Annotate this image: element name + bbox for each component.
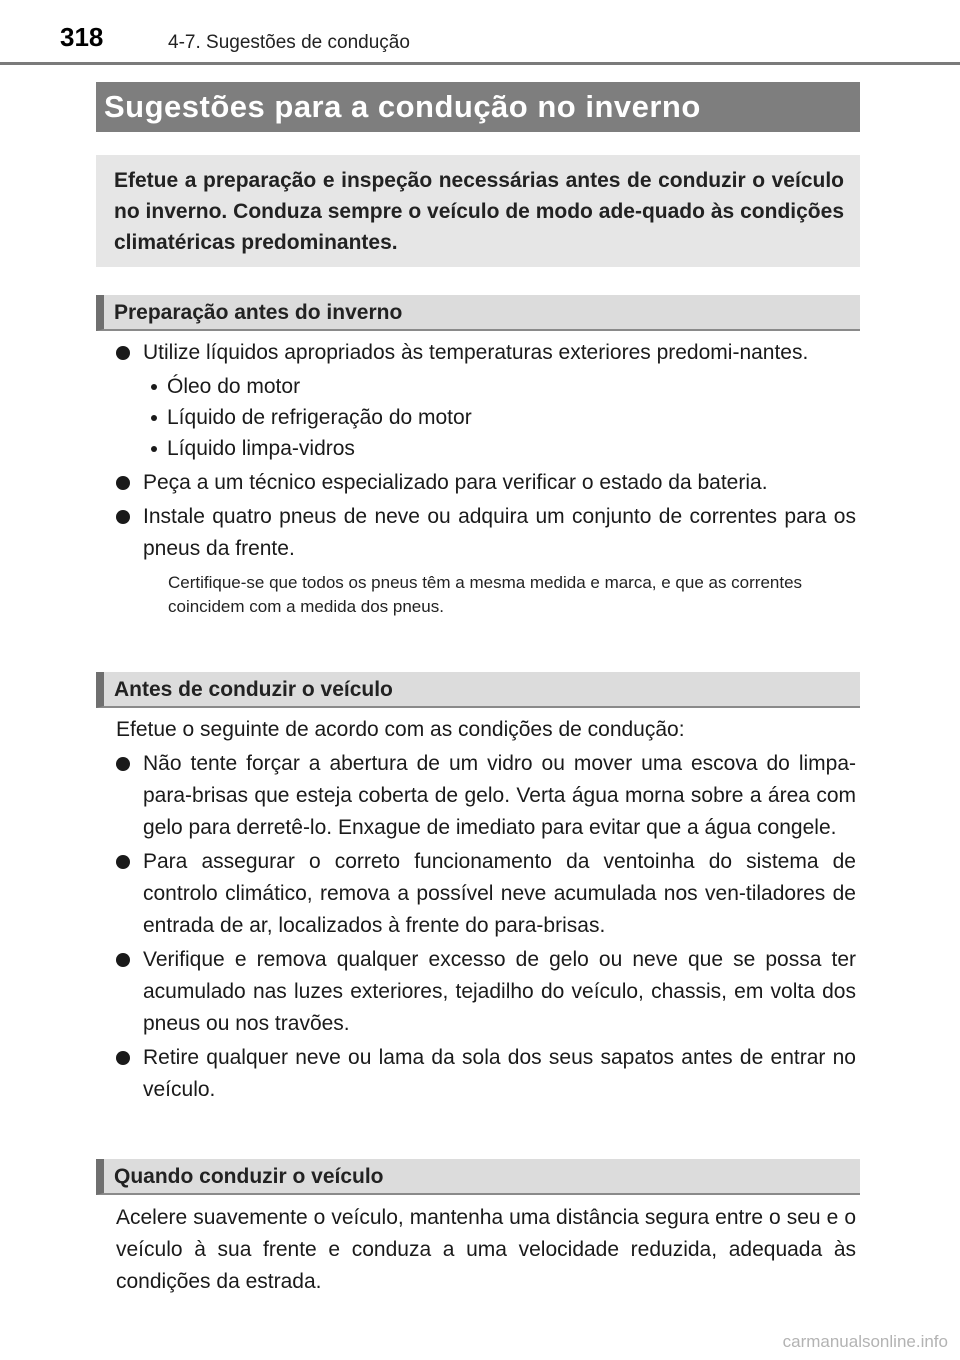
list-item [116, 1042, 856, 1106]
bullet-text: Não tente forçar a abertura de um vidro ou mover uma escova do limpa-para-brisas que esteja coberta de gelo. Verta água morna sobre a área com gelo para derretê-lo. Enxague de imediato para evitar que a água congele. [143, 752, 856, 839]
small-bullet-icon [151, 446, 157, 452]
list-item [116, 337, 856, 369]
intro-text: Efetue a preparação e inspeção necessárias antes de conduzir o veículo no inverno. Conduza sempre o veículo de modo ade-quado às condições climatéricas predominantes. [114, 169, 844, 254]
intro-box [96, 155, 860, 267]
bullet-text: Retire qualquer neve ou lama da sola dos seus sapatos antes de entrar no veículo. [143, 1046, 856, 1101]
list-item [145, 402, 856, 433]
bullet-text: Para assegurar o correto funcionamento da ventoinha do sistema de controlo climático, remova a possível neve acumulada nos ven-tiladores de entrada de ar, localizados à frente do para-brisas. [143, 850, 856, 937]
small-bullet-icon [151, 415, 157, 421]
bullet-dot-icon [116, 346, 130, 360]
list-item [116, 748, 856, 844]
bullet-text: Instale quatro pneus de neve ou adquira um conjunto de correntes para os pneus da frente. [143, 505, 856, 560]
list-item [116, 944, 856, 1040]
list-item [145, 433, 856, 464]
list-item [116, 467, 856, 499]
bullet-dot-icon [116, 1051, 130, 1065]
page-header [0, 0, 960, 66]
tire-note: Certifique-se que todos os pneus têm a mesma medida e marca, e que as correntes coincidem com a medida dos pneus. [168, 573, 803, 616]
list-item [145, 371, 856, 402]
header-divider [0, 62, 960, 65]
fluid-text: Líquido limpa-vidros [167, 437, 355, 460]
bullet-dot-icon [116, 953, 130, 967]
section-heading-before-driving: Antes de conduzir o veículo [96, 672, 860, 708]
section-heading-preparation: Preparação antes do inverno [96, 295, 860, 331]
bullet-dot-icon [116, 510, 130, 524]
section-while-driving-content [116, 1202, 856, 1298]
small-bullet-icon [151, 384, 157, 390]
page-number: 318 [60, 22, 104, 52]
bullet-dot-icon [116, 757, 130, 771]
section-before-driving-content [116, 714, 856, 1108]
section-path: 4-7. Sugestões de condução [168, 32, 410, 53]
fluid-text: Líquido de refrigeração do motor [167, 406, 472, 429]
list-item [116, 501, 856, 565]
watermark: carmanualsonline.info [782, 1332, 948, 1351]
bullet-text: Peça a um técnico especializado para verificar o estado da bateria. [143, 471, 768, 494]
list-item [116, 846, 856, 942]
bullet-text: Utilize líquidos apropriados às temperaturas exteriores predomi-nantes. [143, 341, 809, 364]
section-preparation-content [116, 337, 856, 619]
while-driving-text: Acelere suavemente o veículo, mantenha uma distância segura entre o seu e o veículo à sua frente e conduza a uma velocidade reduzida, adequada às condições da estrada. [116, 1206, 856, 1293]
fluid-list [116, 371, 856, 464]
bullet-text: Verifique e remova qualquer excesso de gelo ou neve que se possa ter acumulado nas luzes exteriores, tejadilho do veículo, chassis, em volta dos pneus ou nos travões. [143, 948, 856, 1035]
bullet-dot-icon [116, 476, 130, 490]
bullet-dot-icon [116, 855, 130, 869]
section-lead: Efetue o seguinte de acordo com as condições de condução: [116, 718, 685, 741]
fluid-text: Óleo do motor [167, 375, 301, 398]
section-heading-while-driving: Quando conduzir o veículo [96, 1159, 860, 1195]
page-title: Sugestões para a condução no inverno [96, 82, 860, 132]
